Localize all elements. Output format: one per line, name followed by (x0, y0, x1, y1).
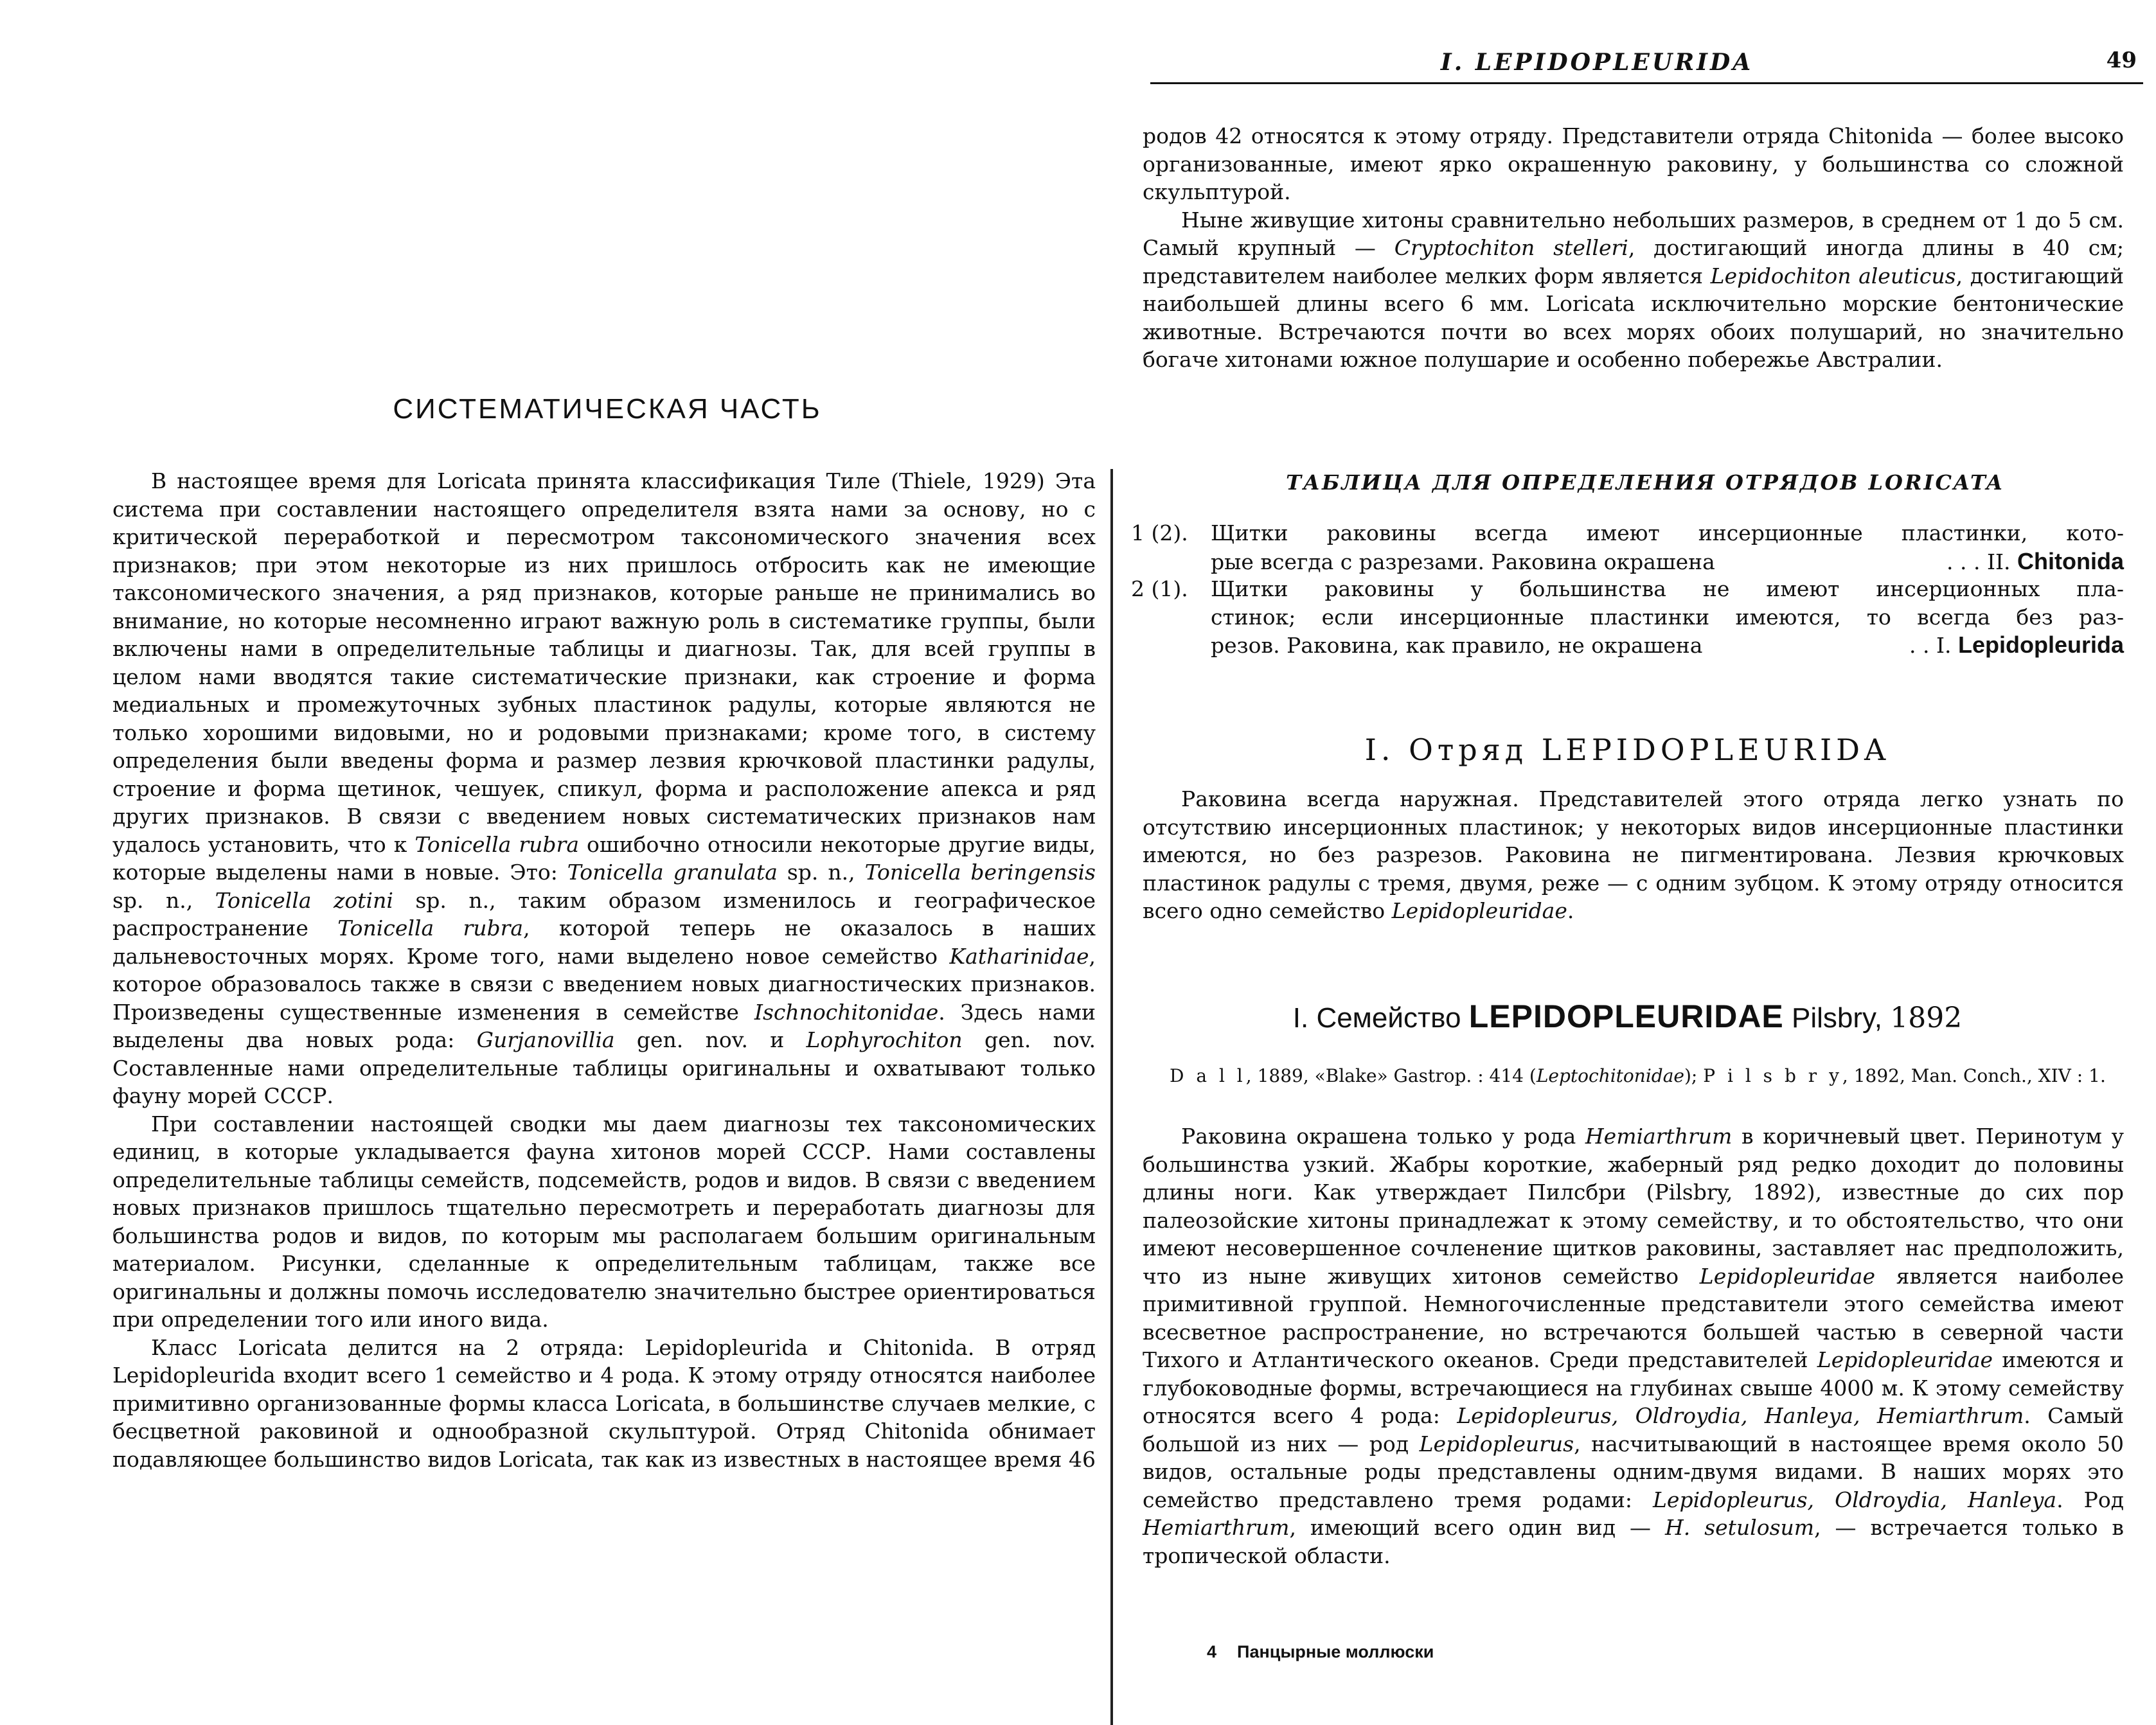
synonymy-author: P i l s b r y (1703, 1065, 1842, 1086)
synonymy-author: D a l l (1170, 1065, 1246, 1086)
section-title: СИСТЕМАТИЧЕСКАЯ ЧАСТЬ (393, 393, 822, 425)
italic-term: Cryptochiton stelleri (1394, 235, 1628, 260)
italic-term: Ischnochitonidae (754, 999, 939, 1025)
italic-term: Gurjanovillia (476, 1027, 615, 1052)
key-entry (1131, 575, 2124, 660)
order-heading: I. Отряд LEPIDOPLEURIDA (1364, 732, 1891, 767)
running-head (1150, 45, 2143, 84)
key-result-prefix: . . . II. (1947, 549, 2011, 574)
signature-footer (1207, 1642, 1434, 1662)
key-entry-result (1909, 631, 2124, 660)
key-result-name: Chitonida (2017, 547, 2124, 574)
order-body (1143, 785, 2124, 925)
key-entry-line: Щитки раковины всегда имеют инсерционные пластинки, кото- (1211, 520, 2124, 545)
paragraph: Раковина окрашена только у рода Hemiarthrum в коричневый цвет. Перинотум у большинства узкий. Жабры короткие, жаберный ряд редко доходит до половины длины ноги. Как утверждает Пилсбри (Pilsbry, 1892), известные до сих пор палеозойские хитоны принадлежат к этому семейству, и то обстоятельство, что они имеют несовершенное сочленение щитков раковины, заставляет нас предположить, что из ныне живущих хитонов семейство Lepidopleuridae является наиболее примитивной группой. Немногочисленные представители этого семейства имеют всесветное распространение, но встречаются большей частью в северной части Тихого и Атлантического океанов. Среди представителей Lepidopleuridae имеются и глубоководные формы, встречающиеся на глубинах свыше 4000 м. К этому семейству относятся всего 4 рода: Lepidopleurus, Oldroydia, Hanleya, Hemiarthrum. Самый большой из них — род Lepidopleurus, насчитывающий в настоящее время около 50 видов, остальные роды представлены одним-двумя видами. В наших морях это семейство представлено тремя родами: Lepidopleurus, Oldroydia, Hanleya. Род Hemiarthrum, имеющий всего один вид — H. setulosum, — встречается только в тропической области. (1143, 1124, 2125, 1568)
italic-term: Tonicella beringensis (864, 860, 1096, 885)
italic-term: H. setulosum (1664, 1515, 1815, 1540)
key-entry-line: резов. Раковина, как правило, не окрашена (1211, 633, 1703, 658)
italic-term: Lepidopleuridae (1391, 898, 1567, 923)
left-body (112, 467, 1096, 1473)
family-heading-name: LEPIDOPLEURIDAE (1468, 998, 1784, 1034)
paragraph: родов 42 относятся к этому отряду. Представители отряда Chitonida — более высоко организованные, имеют ярко окрашенную раковину, у большинства со сложной скульптурой. (1143, 123, 2124, 204)
family-heading-prefix: I. Семейство (1292, 1002, 1461, 1034)
italic-term: Tonicella zotini (215, 887, 393, 913)
italic-term: Lophyrochiton (806, 1027, 963, 1052)
paragraph: При составлении настоящей сводки мы даем диагнозы тех таксономических единиц, в которые укладывается фауна хитонов морей СССР. Нами составлены определительные таблицы семейств, подсемейств, родов и видов. В связи с введением новых признаков пришлось тщательно пересмотреть и переработать диагнозы для большинства родов и видов, по которым мы располагаем большим оригинальным материалом. Рисунки, сделанные к определительным таблицам, также все оригинальны и должны помочь исследователю значительно быстрее ориентироваться при определении того или иного вида. (112, 1111, 1096, 1332)
synonymy (1131, 1063, 2124, 1089)
family-heading (1131, 998, 2124, 1035)
right-top-body (1143, 122, 2124, 374)
key-entry (1131, 519, 2124, 576)
paragraph: Ныне живущие хитоны сравнительно небольших размеров, в среднем от 1 до 5 см. Самый крупный — Cryptochiton stelleri, достигающий иногда длины в 40 см; представителем наиболее мелких форм является Lepidochiton aleuticus, достигающий наибольшей длины всего 6 мм. Loricata исключительно морские бентонические животные. Встречаются почти во всех морях обоих полушарий, но значительно богаче хитонами южное полушарие и особенно побережье Австралии. (1143, 207, 2124, 372)
right-page (1112, 0, 2156, 1725)
key-entry-line: стинок; если инсерционные пластинки имеются, то всегда без раз- (1211, 604, 2124, 630)
page-number: 49 (2106, 48, 2137, 73)
key-entry-line: рые всегда с разрезами. Раковина окрашена (1211, 549, 1715, 574)
synonymy-text: , 1889, «Blake» Gastrop. : 414 ( (1245, 1065, 1537, 1086)
paragraph: Раковина всегда наружная. Представителей этого отряда легко узнать по отсутствию инсерционных пластинок; у некоторых видов инсерционные пластинки имеются, но без разрезов. Раковина не пигментирована. Лезвия крючковых пластинок радулы с тремя, двумя, реже — с одним зубцом. К этому отряду относится всего одно семейство Lepidopleuridae. (1143, 786, 2124, 923)
synonymy-taxon: Leptochitonidae (1536, 1065, 1684, 1086)
italic-term: Hemiarthrum (1143, 1515, 1290, 1540)
key-result-name: Lepidopleurida (1957, 632, 2124, 658)
family-body (1143, 1122, 2124, 1570)
synonymy-text: ); (1684, 1065, 1704, 1086)
italic-term: Lepidochiton aleuticus (1710, 263, 1956, 288)
italic-term: Lepidopleurus (1419, 1431, 1574, 1456)
italic-term: Hemiarthrum (1585, 1124, 1733, 1149)
italic-term: Lepidopleurus, Oldroydia, Hanleya (1653, 1487, 2057, 1512)
key-entry-number: 2 (1). (1131, 576, 1188, 601)
italic-term: Lepidopleuridae (1699, 1263, 1876, 1289)
family-heading-author: Pilsbry, (1792, 1002, 1883, 1034)
running-head-title: I. LEPIDOPLEURIDA (1440, 49, 1754, 76)
family-heading-year: 1892 (1890, 1002, 1963, 1034)
italic-term: Tonicella rubra (337, 916, 524, 941)
key-result-prefix: . . I. (1909, 633, 1952, 658)
italic-term: Tonicella rubra (414, 831, 579, 857)
signature-number: 4 (1207, 1642, 1217, 1661)
paragraph: Класс Loricata делится на 2 отряда: Lepidopleurida и Chitonida. В отряд Lepidopleurida входит всего 1 семейство и 4 рода. К этому отряду относятся наиболее примитивно организованные формы класса Loricata, в большинстве случаев мелкие, с бесцветной раковиной и однообразной скульптурой. Отряд Chitonida обнимает подавляющее большинство видов Loricata, так как из известных в настоящее время 46 (112, 1334, 1096, 1472)
synonymy-text: , 1892, Man. Conch., XIV : 1. (1842, 1065, 2106, 1086)
key-entry-number: 1 (2). (1131, 520, 1188, 545)
signature-text: Панцырные моллюски (1237, 1642, 1434, 1661)
italic-term: Lepidopleuridae (1817, 1347, 1993, 1372)
key-entry-line: Щитки раковины у большинства не имеют инсерционных пла- (1211, 576, 2124, 601)
paragraph: В настоящее время для Loricata принята классификация Тиле (Thiele, 1929) Эта система при составлении настоящего определителя взята нами за основу, но с критической переработкой и пересмотром таксономического значения всех признаков; при этом некоторые из них пришлось отбросить как не имеющие таксономического значения, а ряд признаков, которые раньше не принимались во внимание, но которые несомненно играют важную роль в систематике группы, были включены нами в определительные таблицы и диагнозы. Так, для всей группы в целом нами вводятся такие систематические признаки, как строение и форма медиальных и промежуточных зубных пластинок радулы, которые являются не только хорошими видовыми, но и родовыми признаками; кроме того, в систему определения были введены форма и размер лезвия крючковой пластинки радулы, строение и форма щетинок, чешуек, спикул, форма и расположение апекса и ряд других признаков. В связи с введением новых систематических признаков нам удалось установить, что к Tonicella rubra ошибочно относили некоторые другие виды, которые выделены нами в новые. Это: Tonicella granulata sp. n., Tonicella beringensis sp. n., Tonicella zotini sp. n., таким образом изменилось и географическое распространение Tonicella rubra, которой теперь не оказалось в наших дальневосточных морях. Кроме того, нами выделено новое семейство Katharinidae, которое образовалось также в связи с введением новых диагностических признаков. Произведены существенные изменения в семействе Ischnochitonidae. Здесь нами выделены два новых рода: Gurjanovillia gen. nov. и Lophyrochiton gen. nov. Составленные нами определительные таблицы оригинальны и охватывают только фауну морей СССР. (112, 468, 1096, 1108)
italic-term: Tonicella granulata (567, 860, 778, 885)
italic-term: Lepidopleurus, Oldroydia, Hanleya, Hemiarthrum (1457, 1403, 2024, 1428)
key-entry-result (1947, 547, 2124, 576)
italic-term: Katharinidae (949, 943, 1089, 969)
key-table-title: ТАБЛИЦА ДЛЯ ОПРЕДЕЛЕНИЯ ОТРЯДОВ LORICATA (1286, 470, 2004, 495)
